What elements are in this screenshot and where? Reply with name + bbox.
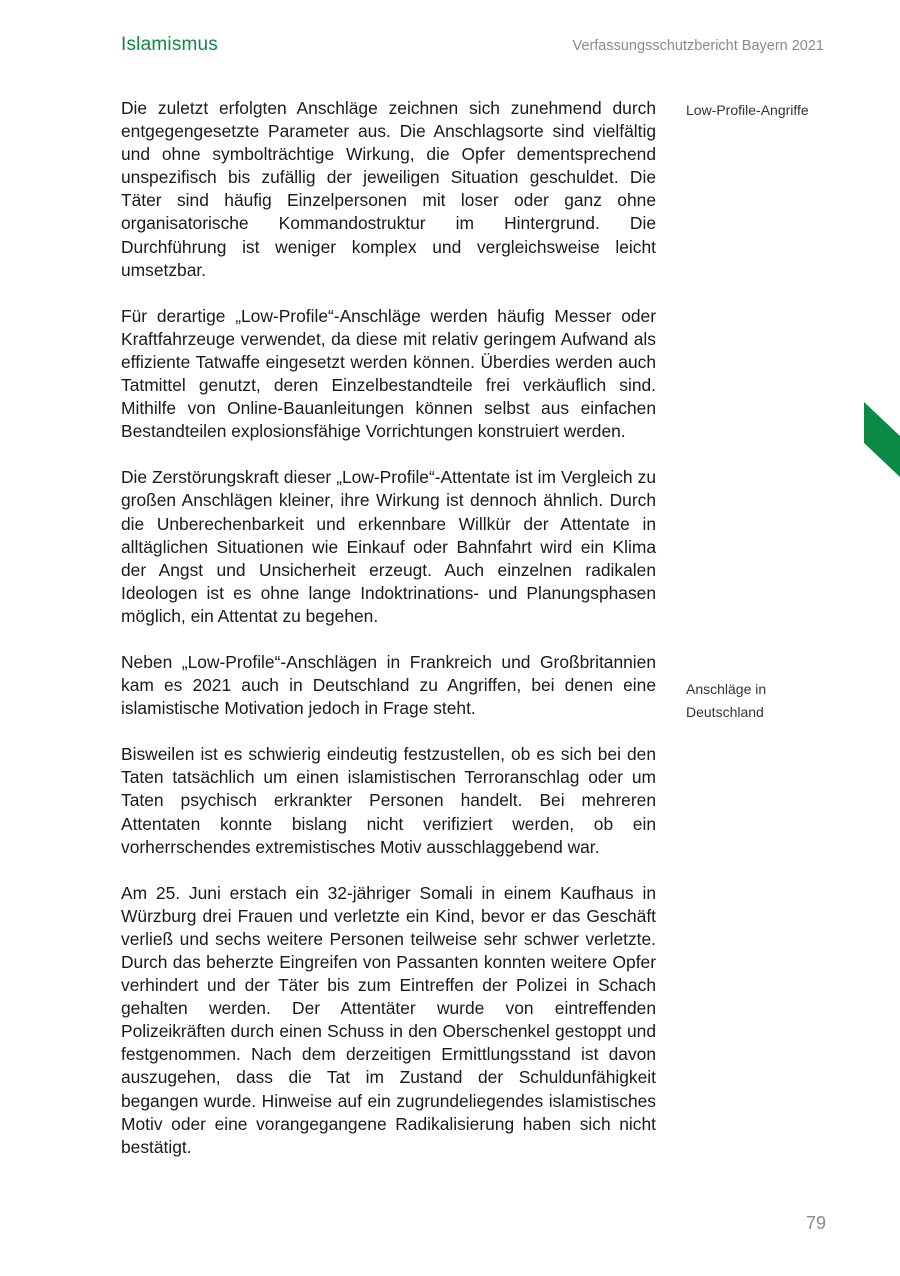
running-header-report-title: Verfassungsschutzbericht Bayern 2021 xyxy=(572,38,824,54)
chapter-thumb-tab xyxy=(864,402,900,477)
paragraph-low-profile-parameters: Die zuletzt erfolgten Anschläge zeichnen sich zunehmend durch entgegengesetzte Parameter aus. Die Anschlagsorte sind vielfältig und ohne symbolträchtige Wirkung, die Opfer dementsprechend unspezifisch bis zufällig der jeweiligen Situation geschuldet. Die Täter sind häufig Einzelpersonen mit loser oder ganz ohne organisatorische Kommandostruktur im Hintergrund. Die Durchführung ist weniger komplex und vergleichsweise leicht umsetzbar. xyxy=(121,98,656,280)
body-column xyxy=(121,97,656,1182)
chapter-thumb-tab-shape xyxy=(864,402,900,477)
paragraph-low-profile-weapons: Für derartige „Low-Profile“-Anschläge werden häufig Messer oder Kraftfahrzeuge verwendet, da diese mit relativ geringem Aufwand als effiziente Tatwaffe eingesetzt werden können. Überdies werden auch Tatmittel genutzt, deren Einzelbestandteile frei verkäuflich sind. Mithilfe von Online-Bauanleitungen können selbst aus einfachen Bestandteilen explosionsfähige Vorrichtungen konstruiert werden. xyxy=(121,305,656,442)
margin-note-germany: Anschläge in Deutschland xyxy=(686,681,767,720)
margin-note-low-profile: Low-Profile-Angriffe xyxy=(686,102,809,118)
paragraph-attacks-germany: Neben „Low-Profile“-Anschlägen in Frankreich und Großbritannien kam es 2021 auch in Deutschland zu Angriffen, bei denen eine islamistische Motivation jedoch in Frage steht. xyxy=(121,651,656,719)
running-header-section: Islamismus xyxy=(121,34,219,55)
paragraph-motive-uncertainty: Bisweilen ist es schwierig eindeutig festzustellen, ob es sich bei den Taten tatsächlich um einen islamistischen Terroranschlag oder um Taten psychisch erkrankter Personen handelt. Bei mehreren Attentaten konnte bislang nicht verifiziert werden, ob ein vorherrschendes extremistisches Motiv ausschlaggebend war. xyxy=(121,744,656,857)
page-number: 79 xyxy=(805,1213,826,1233)
paragraph-wuerzburg-attack: Am 25. Juni erstach ein 32-jähriger Somali in einem Kaufhaus in Würzburg drei Frauen und verletzte ein Kind, bevor er das Geschäft verließ und sechs weitere Personen teilweise sehr schwer verletzte. Durch das beherzte Eingreifen von Passanten konnten weitere Opfer verhindert und der Täter bis zum Eintreffen der Polizei in Schach gehalten werden. Der Attentäter wurde von eintreffenden Polizeikräften durch einen Schuss in den Oberschenkel gestoppt und festgenommen. Nach dem derzeitigen Ermittlungsstand ist davon auszugehen, dass die Tat im Zustand der Schuldunfähigkeit begangen wurde. Hinweise auf ein zugrundeliegendes islamistisches Motiv oder eine vorangegangene Radikalisierung haben sich nicht bestätigt. xyxy=(121,882,656,1157)
paragraph-low-profile-impact: Die Zerstörungskraft dieser „Low-Profile“-Attentate ist im Vergleich zu großen Anschlägen kleiner, ihre Wirkung ist dennoch ähnlich. Durch die Unberechenbarkeit und erkennbare Willkür der Attentate in alltäglichen Situationen wie Einkauf oder Bahnfahrt wird ein Klima der Angst und Unsicherheit erzeugt. Auch einzelnen radikalen Ideologen ist es ohne lange Indoktrinations- und Planungsphasen möglich, ein Attentat zu begehen. xyxy=(121,467,656,626)
